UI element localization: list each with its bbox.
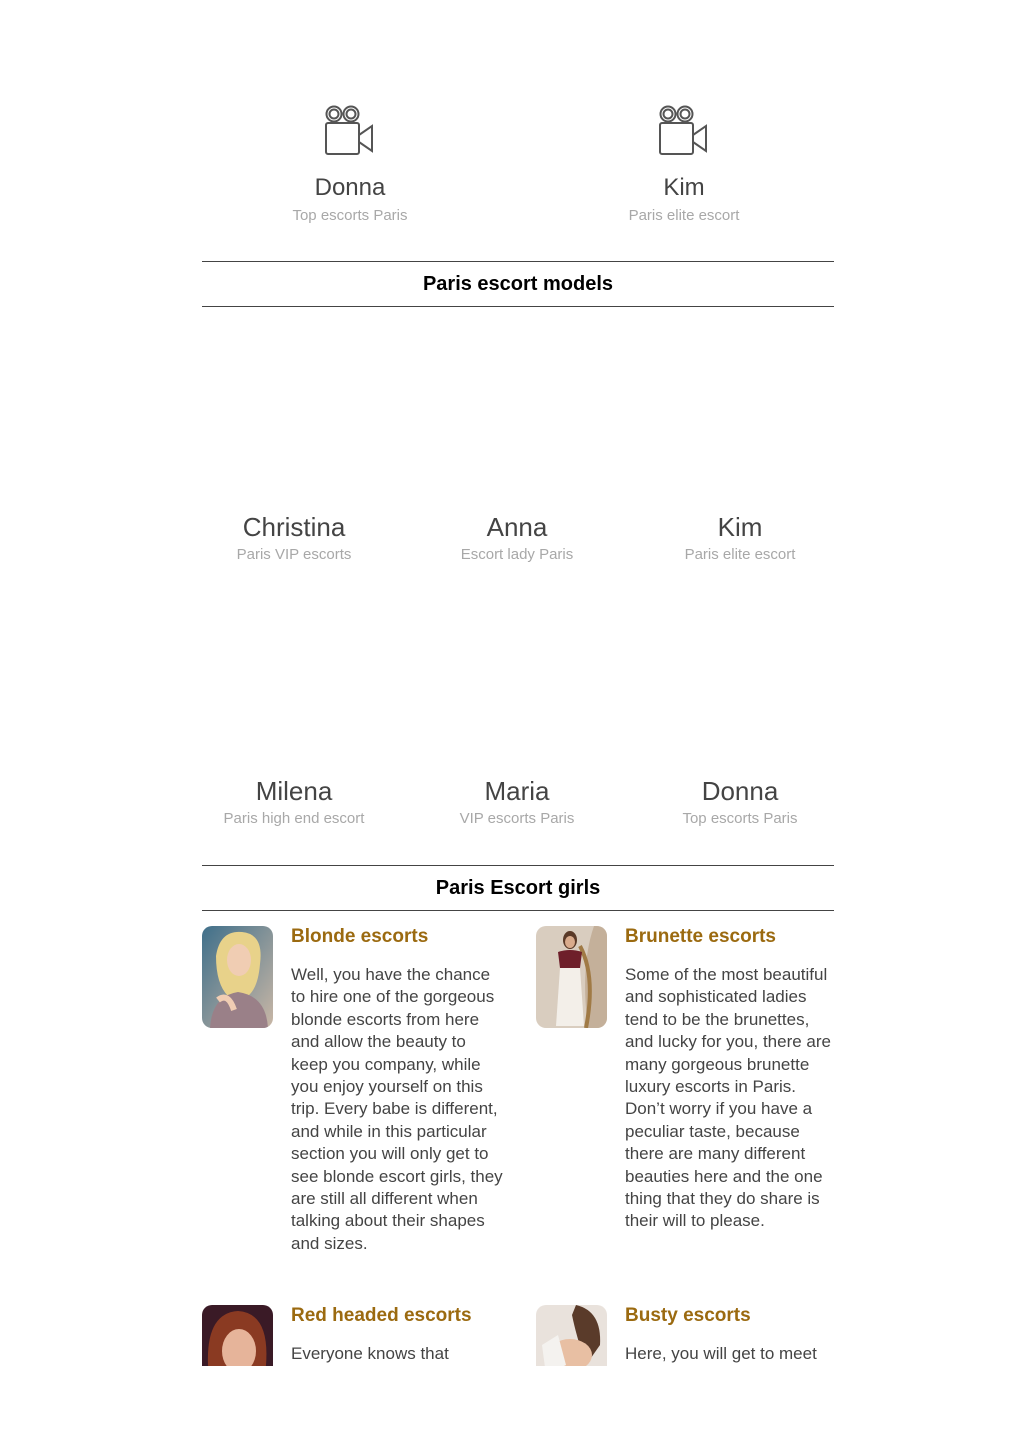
video-card-donna[interactable]: [250, 104, 450, 225]
model-subtitle: Paris high end escort: [223, 810, 365, 827]
girls-section-title: Paris Escort girls: [202, 865, 834, 911]
video-card-subtitle: Paris elite escort: [628, 207, 740, 224]
brunette-description: Some of the most beautiful and sophisticated ladies tend to be the brunettes, and lucky for you, there are many gorgeous brunette luxury escorts in Paris. Don’t worry if you have a peculiar taste, because there are many different beauties here and the one thing that they do share is their will to please.: [625, 965, 832, 1231]
blonde-escort-photo: [202, 926, 273, 1028]
blonde-description: Well, you have the chance to hire one of the gorgeous blonde escorts from here and allow the beauty to keep you company, while you enjoy yourself on this trip. Every babe is different, and while in this particular section you will only get to see blonde escort girls, they are still all different when talking about their shapes and sizes.: [291, 965, 503, 1253]
model-card-donna[interactable]: [628, 776, 852, 828]
brunette-thumbnail[interactable]: [536, 926, 607, 1028]
video-card-name: Donna: [314, 174, 386, 201]
model-subtitle: Paris VIP escorts: [236, 546, 352, 563]
model-name: Kim: [717, 512, 763, 542]
model-card-milena[interactable]: [182, 776, 406, 828]
video-card-subtitle: Top escorts Paris: [292, 207, 408, 224]
brunette-title-link[interactable]: Brunette escorts: [625, 926, 776, 947]
video-card-kim[interactable]: [584, 104, 784, 225]
busty-title-link[interactable]: Busty escorts: [625, 1305, 751, 1326]
model-subtitle: Escort lady Paris: [460, 546, 574, 563]
red-headed-description: Everyone knows that: [291, 1344, 449, 1363]
model-name: Christina: [242, 512, 346, 542]
model-name: Maria: [484, 776, 550, 806]
busty-description: Here, you will get to meet: [625, 1344, 817, 1363]
models-section-title: Paris escort models: [202, 261, 834, 307]
model-name: Anna: [486, 512, 548, 542]
video-camera-icon: [323, 104, 377, 156]
model-name: Donna: [701, 776, 779, 806]
red-headed-title-link[interactable]: Red headed escorts: [291, 1305, 472, 1326]
page-bottom-margin: [0, 1366, 1024, 1449]
model-subtitle: VIP escorts Paris: [459, 810, 575, 827]
blonde-title-link[interactable]: Blonde escorts: [291, 926, 429, 947]
model-card-kim[interactable]: [628, 512, 852, 564]
model-subtitle: Top escorts Paris: [682, 810, 798, 827]
blonde-thumbnail[interactable]: [202, 926, 273, 1028]
video-camera-icon: [657, 104, 711, 156]
model-name: Milena: [255, 776, 333, 806]
model-card-maria[interactable]: [405, 776, 629, 828]
brunette-escort-photo: [536, 926, 607, 1028]
model-card-christina[interactable]: [182, 512, 406, 564]
model-card-anna[interactable]: [405, 512, 629, 564]
model-subtitle: Paris elite escort: [684, 546, 796, 563]
video-card-name: Kim: [663, 174, 705, 201]
